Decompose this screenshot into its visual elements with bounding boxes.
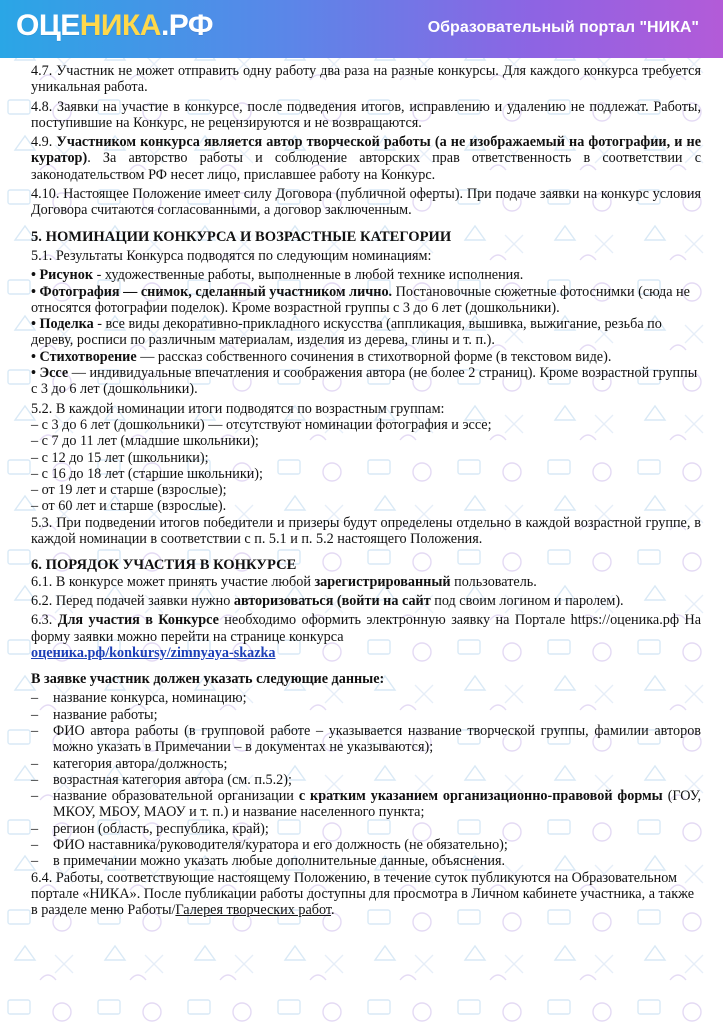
age-group: – с 16 до 18 лет (старшие школьники); [31,465,263,482]
age-group: – с 3 до 6 лет (дошкольники) — отсутствуют номинации фотография и эссе; [31,416,492,433]
paragraph-5-3: 5.3. При подведении итогов победители и призеры будут определены отдельно в каждой возрастной группе, в каждой номинации в соответствии с п. 5.1 и п. 5.2 настоящего Положения. [31,514,701,548]
site-logo[interactable]: ОЦЕНИКА.РФ [16,9,214,42]
request-field-item: – название работы; [31,706,158,723]
paragraph-4-9: 4.9. Участником конкурса является автор творческой работы (а не изображаемый на фотографии, и не куратор). За авторство работы и соблюдение авторских прав ответственность в соответствии с законодательством РФ несет лицо, приславшее работу на Конкурс. [31,134,702,183]
age-group: – с 7 до 11 лет (младшие школьники); [31,433,259,450]
contest-page-link[interactable]: оценика.рф/konkursy/zimnyaya-skazka [31,644,276,661]
nomination-craft: • Поделка - все виды декоративно-прикладного искусства (аппликация, вышивка, выжигание, резьба по дереву, росписи по различным материалам, изделия из дерева, глины и т. п.). [31,316,662,349]
request-field-item: – регион (область, республика, край); [31,820,269,837]
request-field-item: – возрастная категория автора (см. п.5.2); [31,771,292,788]
request-field-item: – в примечании можно указать любые дополнительные данные, объяснения. [31,853,506,870]
age-group: – от 60 лет и старше (взрослые). [31,498,227,515]
paragraph-4-10: 4.10. Настоящее Положение имеет силу Договора (публичной оферты). При подаче заявки на конкурс условия Договора считаются согласованными, а договор заключенным. [31,186,701,219]
paragraph-6-1: 6.1. В конкурсе может принять участие любой зарегистрированный пользователь. [31,573,537,590]
portal-title: Образовательный портал "НИКА" [427,19,699,36]
nomination-poem: • Стихотворение — рассказ собственного сочинения в стихотворной форме (в текстовом виде). [31,348,612,365]
paragraph-4-8: 4.8. Заявки на участие в конкурсе, после подведения итогов, исправлению и удалению не подлежат. Работы, поступившие на Конкурс, не рецензируются и не возвращаются. [31,98,701,131]
paragraph-6-3: 6.3. Для участия в Конкурсе необходимо оформить электронную заявку на Портале https://оценика.рф На форму заявки можно перейти на странице конкурса [31,612,702,645]
request-field-item: – название конкурса, номинацию; [31,690,247,707]
paragraph-5-1: 5.1. Результаты Конкурса подводятся по следующим номинациям: [31,247,432,264]
document-body [31,63,701,919]
nomination-drawing: • Рисунок - художественные работы, выполненные в любой технике исполнения. [31,267,524,284]
paragraph-6-4: 6.4. Работы, соответствующие настоящему Положению, в течение суток публикуются на Образовательном портале «НИКА». После публикации работы доступны для просмотра в Личном кабинете участника, а также в разделе меню Работы/Галерея творческих работ. [31,869,695,919]
request-fields-title: В заявке участник должен указать следующие данные: [31,671,385,688]
request-field-item: – ФИО автора работы (в групповой работе – указывается название творческой группы, фамилии авторов можно указать в Примечании – в документах не указываются); [31,722,701,756]
contest-link-line [31,645,701,661]
nomination-photo: • Фотография — снимок, сделанный участником лично. Постановочные сюжетные фотоснимки (сюда не относятся фотографии поделок). Кроме возрастной группы с 3 до 6 лет (дошкольники). [31,283,690,316]
request-field-item: – название образовательной организации с кратким указанием организационно-правовой формы (ГОУ, МКОУ, МБОУ, МАОУ и т. п.) и название населенного пункта; [31,788,701,821]
age-group: – с 12 до 15 лет (школьники); [31,449,209,466]
section-5-title: 5. НОМИНАЦИИ КОНКУРСА И ВОЗРАСТНЫЕ КАТЕГОРИИ [31,228,452,245]
gallery-link[interactable]: Галерея творческих работ [175,902,332,919]
paragraph-6-2: 6.2. Перед подачей заявки нужно авторизоваться (войти на сайт под своим логином и паролем). [31,592,624,609]
paragraph-5-2: 5.2. В каждой номинации итоги подводятся по возрастным группам: [31,400,445,417]
request-field-item: – ФИО наставника/руководителя/куратора и его должность (не обязательно); [31,837,508,854]
section-6-title: 6. ПОРЯДОК УЧАСТИЯ В КОНКУРСЕ [31,557,297,574]
request-field-item: – категория автора/должность; [31,755,228,772]
age-group: – от 19 лет и старше (взрослые); [31,482,227,499]
page-header [0,0,723,58]
nomination-essay: • Эссе — индивидуальные впечатления и соображения автора (не более 2 страниц). Кроме возрастной группы с 3 до 6 лет (дошкольники). [31,365,698,398]
paragraph-4-7: 4.7. Участник не может отправить одну работу два раза на разные конкурсы. Для каждого конкурса требуется уникальная работа. [31,63,701,96]
